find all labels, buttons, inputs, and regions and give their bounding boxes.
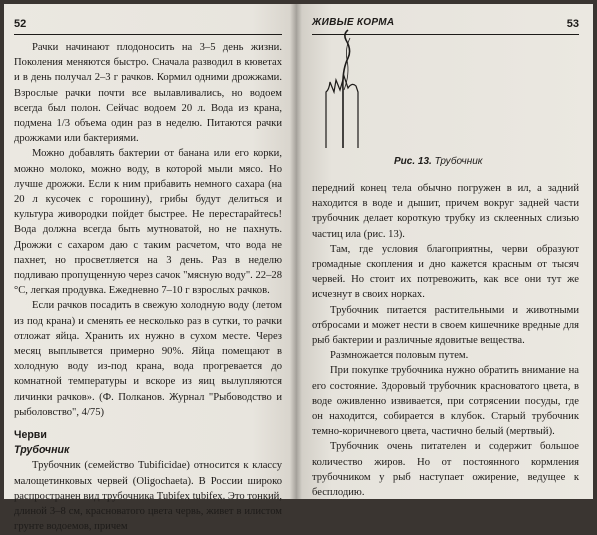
paragraph-trubochnik-intro: Трубочник (семейство Tubificidae) относится к классу малощетинковых червей (Oligochaeta). В России широко распространен вид трубочника Tubifex tubifex. Это тонкий, длиной 3–8 см, красноватого цвета червь, живет в илистом грунте водоемов, причем: [14, 460, 282, 533]
figure-caption-text: Трубочник: [434, 156, 483, 167]
paragraph-pitatelnost: Трубочник очень питателен и содержит большое количество жиров. Но от постоянного кормления трубочником у рыб наступает ожирение, ведущее к бесплодию.: [312, 441, 579, 499]
book-gutter: [290, 4, 302, 499]
subsection-heading-trubochnik: Трубочник: [14, 444, 70, 457]
left-page-body: [14, 40, 282, 535]
book-spread: [4, 4, 593, 533]
figure-caption: [394, 156, 483, 167]
right-page-number: 53: [566, 18, 579, 30]
paragraph-pokupka: При покупке трубочника нужно обратить внимание на его состояние. Здоровый трубочник красноватого цвета, в воде оживленно извивается, при сотрясении посуды, где он находится, собирается в клубок. Старый трубочник темно-коричневого цвета, частично белый (мертвый).: [312, 365, 579, 438]
right-page: [296, 4, 593, 499]
paragraph-rachki-3: Если рачков посадить в свежую холодную воду (летом из под крана) и сменять ее несколько раз в сутки, то рачки отложат яйца. Хранить их нужно в сухом месте. Через месяц выплывется примерно 90%. Яйца помещают в холодную воду из-под крана, вода прогревается до комнатной температуры и вскоре из яиц вылупляются личинки рачков». (Ф. Полканов. Журнал "Рыбоводство и рыболовство", 4/75): [14, 300, 282, 418]
tube-outline: [326, 76, 358, 148]
running-head-title: ЖИВЫЕ КОРМА: [312, 17, 395, 28]
paragraph-continued: передний конец тела обычно погружен в ил, а задний находится в воде и дышит, причем вокруг задней части трубочник делает короткую трубку из склеенных слизью частиц ила (рис. 13).: [312, 183, 579, 240]
right-page-body: [312, 181, 579, 500]
tubifex-illustration: [312, 30, 462, 150]
figure-label: Рис. 13.: [394, 156, 432, 167]
paragraph-rachki-1: Рачки начинают плодоносить на 3–5 день жизни. Поколения меняются быстро. Сначала разводил в кюветах и в день получал 2–3 г рачков. Кормил одними дрожжами. Взрослые рачки почти все вылавливались, но водоем всегда был полон. Сейчас водоем 20 л. Вода из крана, подмена 1/3 объема один раз в неделю. Питаются рачки дрожжами или бактериями.: [14, 42, 282, 145]
left-running-head: [14, 16, 282, 35]
left-page-number: 52: [14, 18, 27, 30]
section-heading-chervi: Черви: [14, 429, 47, 442]
left-page: [4, 4, 296, 533]
paragraph-pitanie: Трубочник питается растительными и животными отбросами и может нести в своем кишечнике вредные для рыб бактерии и различные ядовитые вещества.: [312, 304, 579, 347]
paragraph-razmnozhenie: Размножается половым путем.: [330, 350, 469, 362]
paragraph-skopleniya: Там, где условия благоприятны, черви образуют громадные скопления и дно кажется красным от тысяч червей. Но стоит их потревожить, как все они тут же исчезнут в своих норках.: [312, 243, 579, 301]
worm-body: [343, 30, 350, 148]
paragraph-rachki-2: Можно добавлять бактерии от банана или его корки, можно молоко, можно воду, в которой мыли мясо. Но лучше дрожжи. Если к ним прибавить немного сахара (на 20 л кусочек с горошину), грибы будут делиться и культура живородки пойдет быстрее. Не перестарайтесь! Вода должна всегда быть мутноватой, но не пахнуть. Дрожжи с сахаром даю с таким расчетом, что вода не пахнет, но просветляется на 3 день. Раз в неделю подливаю пропущенную через сачок "мясную воду". 22–28 °С, легкая продувка. Ежедневно 7–10 г взрослых рачков.: [14, 148, 282, 297]
